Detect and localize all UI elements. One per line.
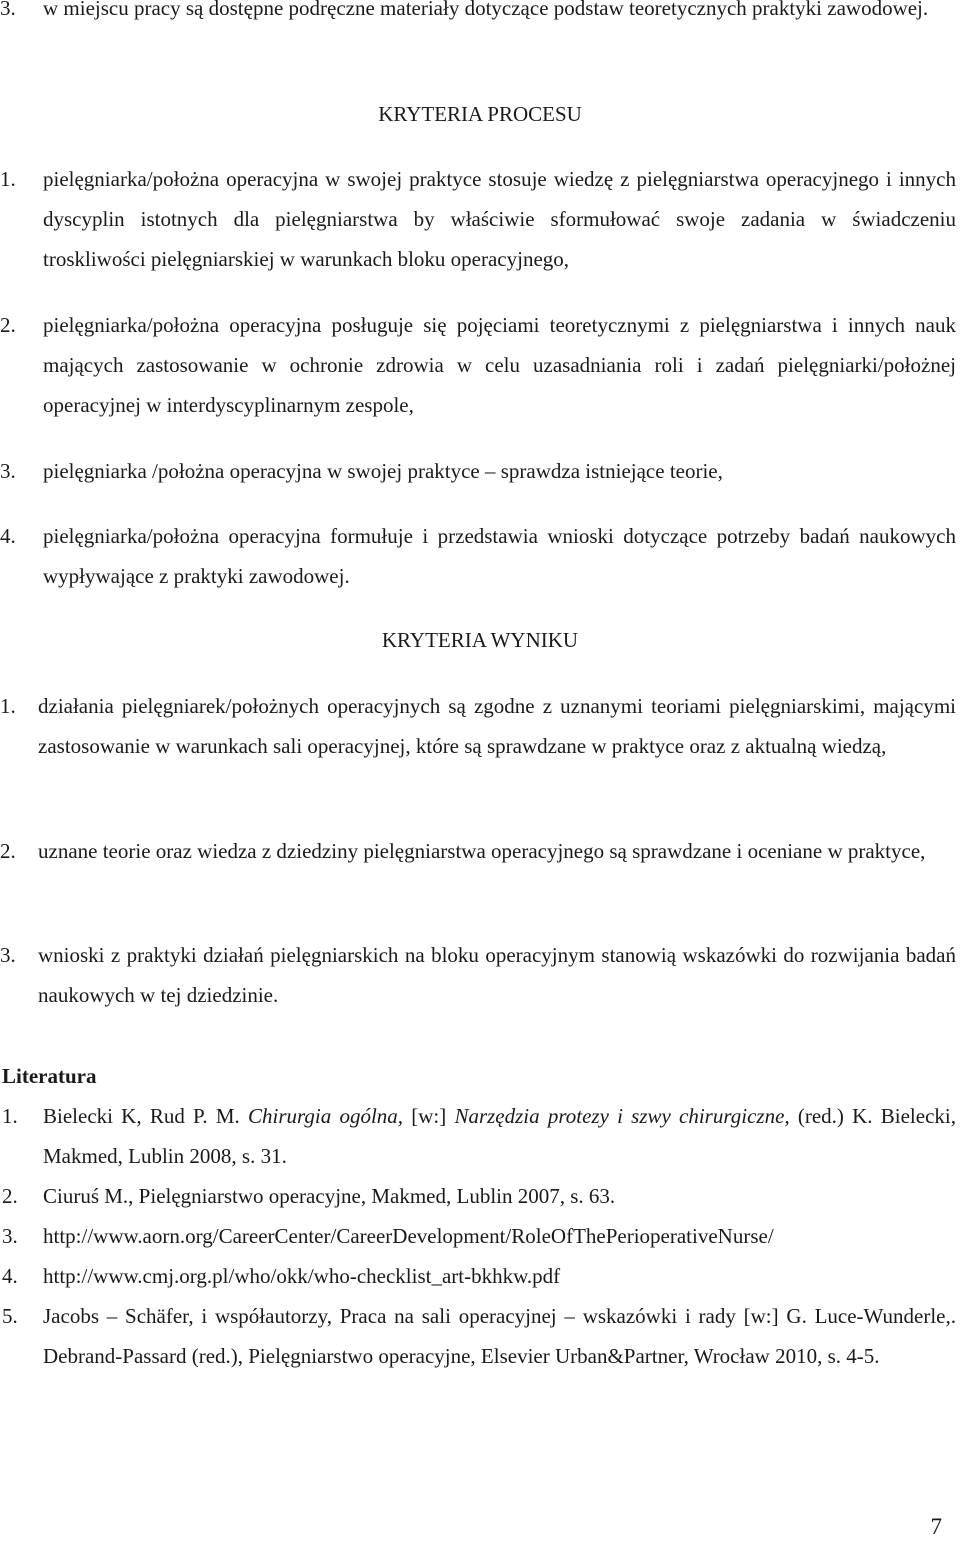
item-text: pielęgniarka/położna operacyjna formułuje i przedstawia wnioski dotyczące potrzeby badań naukowych wypływające z praktyki zawodowej.	[43, 524, 956, 588]
item-number: 4.	[0, 524, 16, 548]
item-number: 2.	[2, 1184, 18, 1208]
citation-authors: Bielecki K, Rud P. M.	[43, 1104, 248, 1128]
citation-publisher: (red.) K. Bielecki, Makmed, Lublin 2008, s. 31.	[43, 1104, 956, 1168]
section-heading-result: KRYTERIA WYNIKU	[381, 628, 579, 652]
page-number: 7	[930, 1514, 942, 1539]
item-text: działania pielęgniarek/położnych operacyjnych są zgodne z uznanymi teoriami pielęgniarskimi, mającymi zastosowanie w warunkach sali operacyjnej, które są sprawdzane w praktyce oraz z aktualną wiedzą,	[38, 694, 956, 758]
list-item	[0, 935, 956, 1015]
list-item	[0, 516, 956, 596]
item-text: wnioski z praktyki działań pielęgniarskich na bloku operacyjnym stanowią wskazówki do rozwijania badań naukowych w tej dziedzinie.	[38, 943, 956, 1007]
item-number: 1.	[0, 694, 16, 718]
item-text	[43, 1096, 956, 1176]
item-number: 1.	[2, 1104, 18, 1128]
list-item	[0, 451, 956, 491]
item-number: 3.	[0, 459, 16, 483]
citation-in: [w:]	[403, 1104, 455, 1128]
item-text: w miejscu pracy są dostępne podręczne materiały dotyczące podstaw teoretycznych praktyki zawodowej.	[43, 0, 929, 20]
list-item	[0, 686, 956, 766]
item-number: 4.	[2, 1264, 18, 1288]
item-text: pielęgniarka /położna operacyjna w swojej praktyce – sprawdza istniejące teorie,	[43, 459, 723, 483]
literature-item	[0, 1176, 956, 1216]
item-text: uznane teorie oraz wiedza z dziedziny pielęgniarstwa operacyjnego są sprawdzane i oceniane w praktyce,	[38, 839, 926, 863]
item-number: 3.	[2, 1224, 18, 1248]
section-heading-process: KRYTERIA PROCESU	[378, 102, 582, 126]
list-item	[0, 305, 956, 425]
literature-item	[0, 1296, 956, 1376]
item-number: 3.	[0, 0, 16, 20]
list-item	[0, 0, 956, 28]
literature-item	[0, 1256, 956, 1296]
item-link: http://www.cmj.org.pl/who/okk/who-checklist_art-bkhkw.pdf	[43, 1264, 561, 1288]
list-item	[0, 831, 956, 871]
citation-book-title: Narzędzia protezy i szwy chirurgiczne,	[454, 1104, 790, 1128]
item-number: 3.	[0, 943, 16, 967]
item-number: 2.	[0, 839, 16, 863]
item-number: 2.	[0, 313, 16, 337]
citation-title: Chirurgia ogólna,	[247, 1104, 404, 1128]
item-text: pielęgniarka/położna operacyjna posługuje się pojęciami teoretycznymi z pielęgniarstwa i innych nauk mających zastosowanie w ochronie zdrowia w celu uzasadniania roli i zadań pielęgniarki/położnej operacyjnej w interdyscyplinarnym zespole,	[43, 313, 956, 417]
item-number: 5.	[2, 1304, 18, 1328]
item-number: 1.	[0, 167, 16, 191]
item-text: Jacobs – Schäfer, i współautorzy, Praca na sali operacyjnej – wskazówki i rady [w:] G. Luce-Wunderle,. Debrand-Passard (red.), Pielęgniarstwo operacyjne, Elsevier Urban&Partner, Wrocław 2010, s. 4-5.	[43, 1304, 956, 1368]
item-text: Ciuruś M., Pielęgniarstwo operacyjne, Makmed, Lublin 2007, s. 63.	[43, 1184, 616, 1208]
list-item	[0, 159, 956, 279]
literature-item	[0, 1216, 956, 1256]
item-text: pielęgniarka/położna operacyjna w swojej praktyce stosuje wiedzę z pielęgniarstwa operacyjnego i innych dyscyplin istotnych dla pielęgniarstwa by właściwie sformułować swoje zadania w świadczeniu troskliwości pielęgniarskiej w warunkach bloku operacyjnego,	[43, 167, 956, 271]
literature-heading: Literatura	[2, 1064, 97, 1088]
item-link: http://www.aorn.org/CareerCenter/CareerDevelopment/RoleOfThePerioperativeNurse/	[43, 1224, 774, 1248]
literature-item	[0, 1096, 956, 1176]
